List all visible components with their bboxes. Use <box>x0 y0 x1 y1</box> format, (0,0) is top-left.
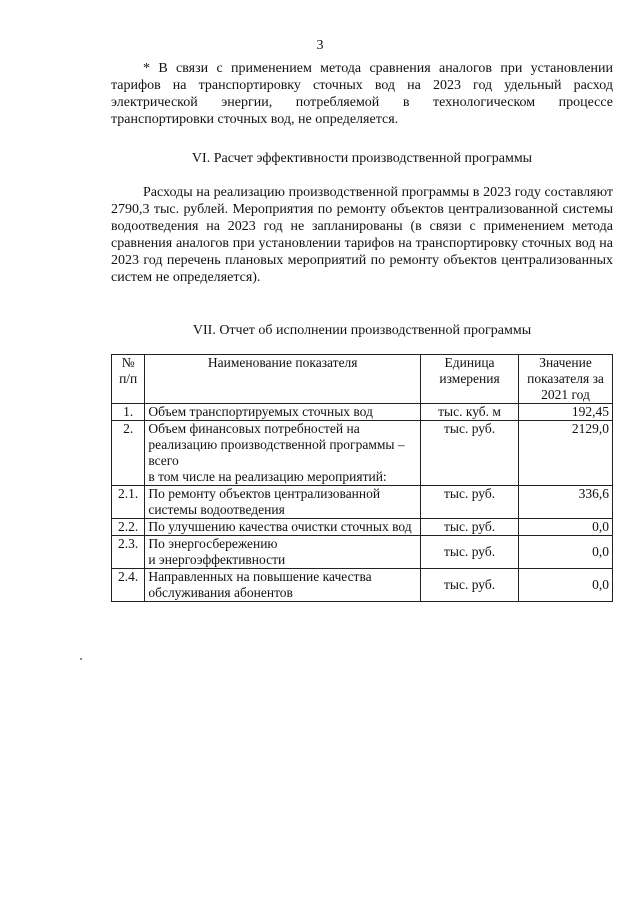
row-value: 192,45 <box>519 404 613 421</box>
section-7-heading: VII. Отчет об исполнении производственной программы <box>192 323 532 338</box>
table-row <box>112 569 613 602</box>
row-name: По улучшению качества очистки сточных вод <box>145 519 421 536</box>
table-header-row <box>112 355 613 404</box>
header-unit: Единица измерения <box>421 355 519 404</box>
section-6-text: Расходы на реализацию производственной программы в 2023 году составляют 2790,3 тыс. рублей. Мероприятия по ремонту объектов централизованной системы водоотведения на 2023 год не запланированы (в связи с применением метода сравнения аналогов при установлении тарифов на транспортировку сточных вод на 2023 год перечень плановых мероприятий по ремонту объектов централизованных систем не определяется). <box>111 185 613 285</box>
row-name <box>145 421 421 486</box>
row-num: 1. <box>112 404 145 421</box>
section-6-heading: VI. Расчет эффективности производственной программы <box>191 151 533 166</box>
row-unit: тыс. руб. <box>421 519 519 536</box>
footnote <box>111 60 613 128</box>
row-num: 2.2. <box>112 519 145 536</box>
table-row <box>112 486 613 519</box>
section-6-body <box>111 184 613 286</box>
row-num: 2.3. <box>112 536 145 569</box>
report-table <box>111 354 613 602</box>
table-row <box>112 536 613 569</box>
scan-speck <box>80 658 82 660</box>
row-value: 0,0 <box>519 536 613 569</box>
header-name: Наименование показателя <box>145 355 421 404</box>
row-unit: тыс. куб. м <box>421 404 519 421</box>
row-value: 0,0 <box>519 519 613 536</box>
row-value: 336,6 <box>519 486 613 519</box>
row-name <box>145 536 421 569</box>
row-name: Направленных на повышение качества обслуживания абонентов <box>145 569 421 602</box>
row-name-main: По энергосбережению <box>148 536 278 551</box>
row-name-main: Объем финансовых потребностей на реализацию производственной программы – всего <box>148 421 405 468</box>
row-num: 2.4. <box>112 569 145 602</box>
footnote-text: * В связи с применением метода сравнения аналогов при установлении тарифов на транспортировку сточных вод на 2023 год удельный расход электрической энергии, потребляемой в технологическом процессе транспортировки сточных вод, не определяется. <box>111 61 613 127</box>
row-name-extra: в том числе на реализацию мероприятий: <box>148 469 387 484</box>
table-row <box>112 519 613 536</box>
row-num: 2.1. <box>112 486 145 519</box>
row-unit: тыс. руб. <box>421 536 519 569</box>
header-value: Значение показателя за 2021 год <box>519 355 613 404</box>
row-name-extra: и энергоэффективности <box>148 552 286 567</box>
row-name: По ремонту объектов централизованной системы водоотведения <box>145 486 421 519</box>
row-value: 0,0 <box>519 569 613 602</box>
row-unit: тыс. руб. <box>421 569 519 602</box>
row-value: 2129,0 <box>519 421 613 486</box>
row-unit: тыс. руб. <box>421 486 519 519</box>
header-num: № п/п <box>112 355 145 404</box>
table-row <box>112 404 613 421</box>
row-name: Объем транспортируемых сточных вод <box>145 404 421 421</box>
row-num: 2. <box>112 421 145 486</box>
page-number: 3 <box>316 38 324 53</box>
row-unit: тыс. руб. <box>421 421 519 486</box>
table-row <box>112 421 613 486</box>
